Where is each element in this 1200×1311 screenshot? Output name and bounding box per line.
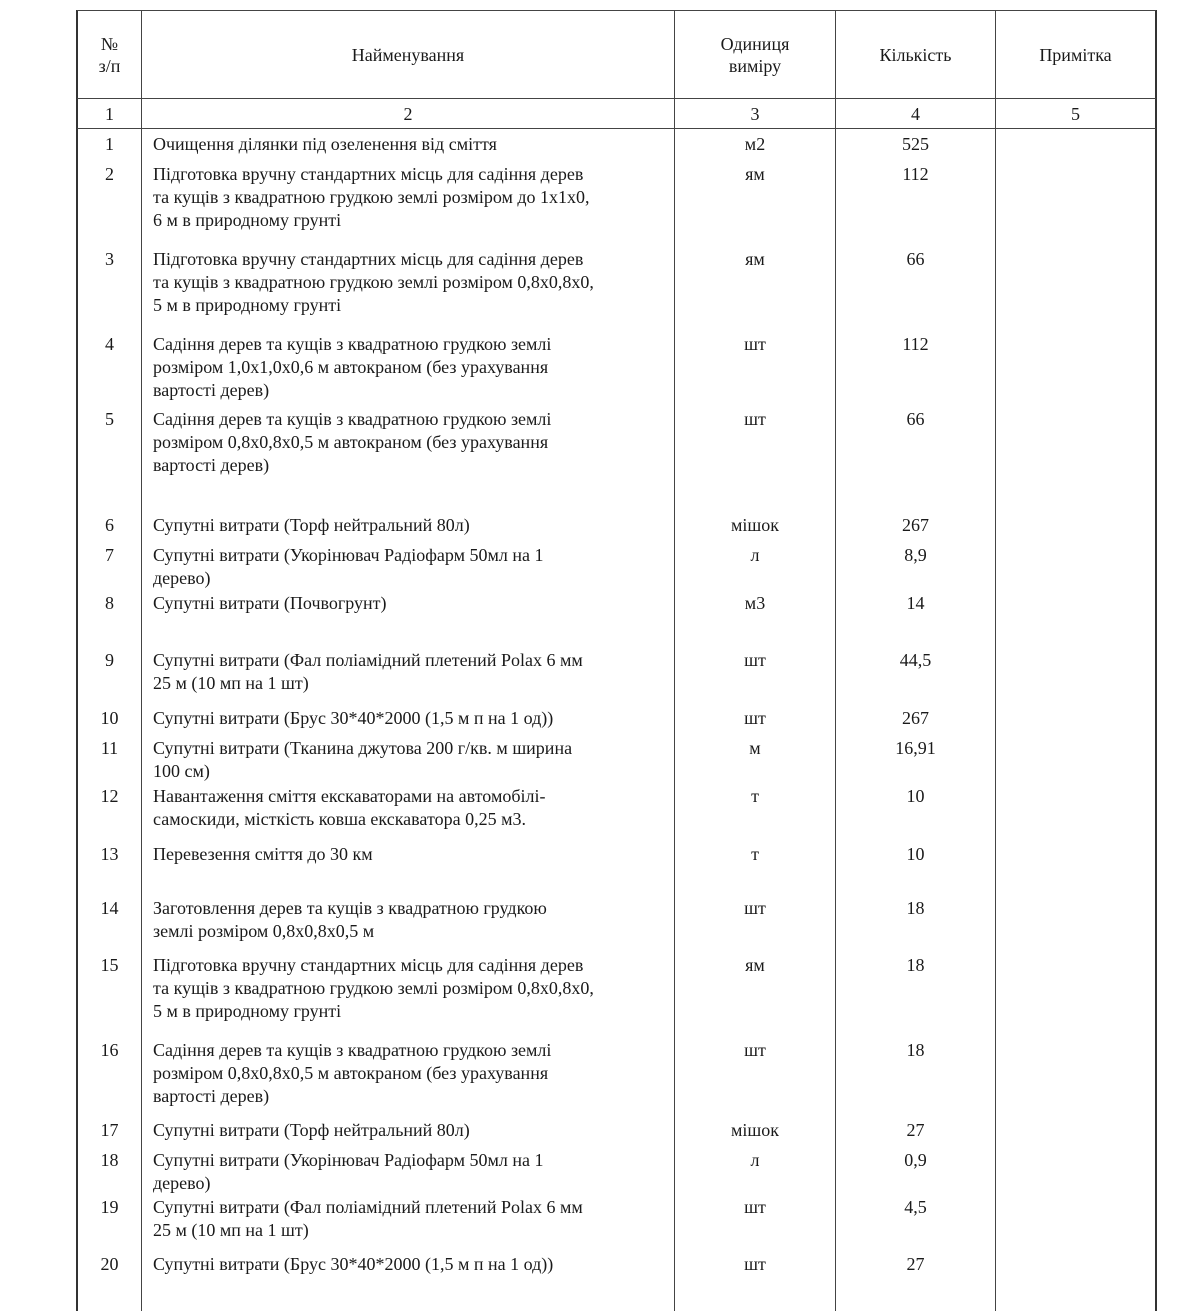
col-number-1: 1	[105, 104, 114, 124]
row-quantity: 27	[906, 1254, 925, 1274]
row-name: Супутні витрати (Торф нейтральний 80л)	[153, 515, 470, 535]
row-number: 16	[100, 1040, 119, 1060]
row-number: 11	[100, 738, 119, 758]
col-number-5: 5	[1071, 104, 1080, 124]
row-quantity: 112	[902, 334, 929, 354]
row-quantity: 16,91	[895, 738, 936, 758]
row-number: 10	[100, 708, 119, 728]
row-unit: шт	[744, 898, 766, 918]
row-name: Садіння дерев та кущів з квадратною грудкою землі розміром 1,0х1,0х0,6 м автокраном (без урахування вартості дерев)	[153, 334, 552, 400]
row-quantity: 10	[906, 844, 925, 864]
row-name: Навантаження сміття екскаваторами на автомобілі- самоскиди, місткість ковша екскаватора 0,25 м3.	[153, 786, 546, 829]
row-number: 15	[100, 955, 119, 975]
row-quantity: 66	[906, 249, 925, 269]
row-quantity: 66	[906, 409, 925, 429]
row-name: Перевезення сміття до 30 км	[153, 844, 373, 864]
row-name: Садіння дерев та кущів з квадратною грудкою землі розміром 0,8х0,8х0,5 м автокраном (без урахування вартості дерев)	[153, 1040, 552, 1106]
row-number: 19	[100, 1197, 119, 1217]
row-unit: шт	[744, 1197, 766, 1217]
row-name: Підготовка вручну стандартних місць для садіння дерев та кущів з квадратною грудкою землі розміром до 1х1х0, 6 м в природному грунті	[153, 164, 590, 230]
row-name: Супутні витрати (Брус 30*40*2000 (1,5 м п на 1 од))	[153, 708, 554, 728]
row-name: Супутні витрати (Тканина джутова 200 г/кв. м ширина 100 см)	[153, 738, 573, 781]
row-unit: л	[750, 1150, 760, 1170]
row-number: 4	[105, 334, 114, 354]
row-number: 13	[100, 844, 119, 864]
row-quantity: 112	[902, 164, 929, 184]
row-unit: т	[751, 786, 759, 806]
row-unit: л	[750, 545, 760, 565]
row-name: Очищення ділянки під озеленення від сміття	[153, 134, 497, 154]
row-quantity: 267	[902, 515, 929, 535]
row-unit: т	[751, 844, 759, 864]
header-number: № з/п	[98, 34, 121, 76]
col-divider-4	[995, 10, 996, 1311]
table-right-border	[1155, 10, 1157, 1311]
header-note: Примітка	[1039, 45, 1112, 65]
row-number: 8	[105, 593, 114, 613]
row-quantity: 8,9	[904, 545, 927, 565]
row-unit: шт	[744, 1040, 766, 1060]
col-number-2: 2	[403, 104, 413, 124]
col-number-4: 4	[911, 104, 920, 124]
row-unit: м2	[744, 134, 766, 154]
row-name: Супутні витрати (Торф нейтральний 80л)	[153, 1120, 470, 1140]
row-quantity: 18	[906, 955, 925, 975]
row-number: 3	[105, 249, 114, 269]
row-number: 5	[105, 409, 114, 429]
row-unit: шт	[744, 409, 766, 429]
row-name: Супутні витрати (Фал поліамідний плетений Polax 6 мм 25 м (10 мп на 1 шт)	[153, 1197, 583, 1240]
row-unit: шт	[744, 708, 766, 728]
row-name: Супутні витрати (Укорінювач Радіофарм 50мл на 1 дерево)	[153, 545, 544, 588]
row-quantity: 4,5	[904, 1197, 927, 1217]
col-divider-1	[141, 10, 142, 1311]
row-number: 9	[105, 650, 114, 670]
row-name: Супутні витрати (Укорінювач Радіофарм 50мл на 1 дерево)	[153, 1150, 544, 1193]
row-number: 20	[100, 1254, 119, 1274]
row-unit: ям	[745, 249, 765, 269]
row-quantity: 18	[906, 898, 925, 918]
row-quantity: 44,5	[899, 650, 932, 670]
row-unit: мішок	[731, 515, 779, 535]
row-quantity: 0,9	[904, 1150, 927, 1170]
row-unit: м3	[744, 593, 766, 613]
row-number: 7	[105, 545, 114, 565]
row-unit: м	[749, 738, 761, 758]
header-unit: Одиниця виміру	[720, 34, 790, 76]
row-number: 2	[105, 164, 114, 184]
row-number: 6	[105, 515, 114, 535]
row-quantity: 18	[906, 1040, 925, 1060]
row-name: Підготовка вручну стандартних місць для садіння дерев та кущів з квадратною грудкою землі розміром 0,8х0,8х0, 5 м в природному грунті	[153, 955, 594, 1021]
header-quantity: Кількість	[879, 45, 952, 65]
row-quantity: 27	[906, 1120, 925, 1140]
row-quantity: 14	[906, 593, 925, 613]
row-name: Підготовка вручну стандартних місць для садіння дерев та кущів з квадратною грудкою землі розміром 0,8х0,8х0, 5 м в природному грунті	[153, 249, 594, 315]
row-name: Супутні витрати (Почвогрунт)	[153, 593, 387, 613]
row-unit: ям	[745, 955, 765, 975]
row-number: 17	[100, 1120, 119, 1140]
row-name: Заготовлення дерев та кущів з квадратною грудкою землі розміром 0,8х0,8х0,5 м	[153, 898, 547, 941]
header-name: Найменування	[351, 45, 465, 65]
row-number: 1	[105, 134, 114, 154]
row-quantity: 267	[902, 708, 929, 728]
row-unit: шт	[744, 1254, 766, 1274]
row-number: 18	[100, 1150, 119, 1170]
row-number: 14	[100, 898, 119, 918]
row-number: 12	[100, 786, 119, 806]
row-quantity: 10	[906, 786, 925, 806]
row-unit: шт	[744, 650, 766, 670]
row-unit: шт	[744, 334, 766, 354]
row-name: Супутні витрати (Фал поліамідний плетений Polax 6 мм 25 м (10 мп на 1 шт)	[153, 650, 583, 693]
row-name: Садіння дерев та кущів з квадратною грудкою землі розміром 0,8х0,8х0,5 м автокраном (без урахування вартості дерев)	[153, 409, 552, 475]
row-unit: мішок	[731, 1120, 779, 1140]
row-name: Супутні витрати (Брус 30*40*2000 (1,5 м п на 1 од))	[153, 1254, 554, 1274]
col-number-3: 3	[750, 104, 760, 124]
row-quantity: 525	[902, 134, 929, 154]
row-unit: ям	[745, 164, 765, 184]
